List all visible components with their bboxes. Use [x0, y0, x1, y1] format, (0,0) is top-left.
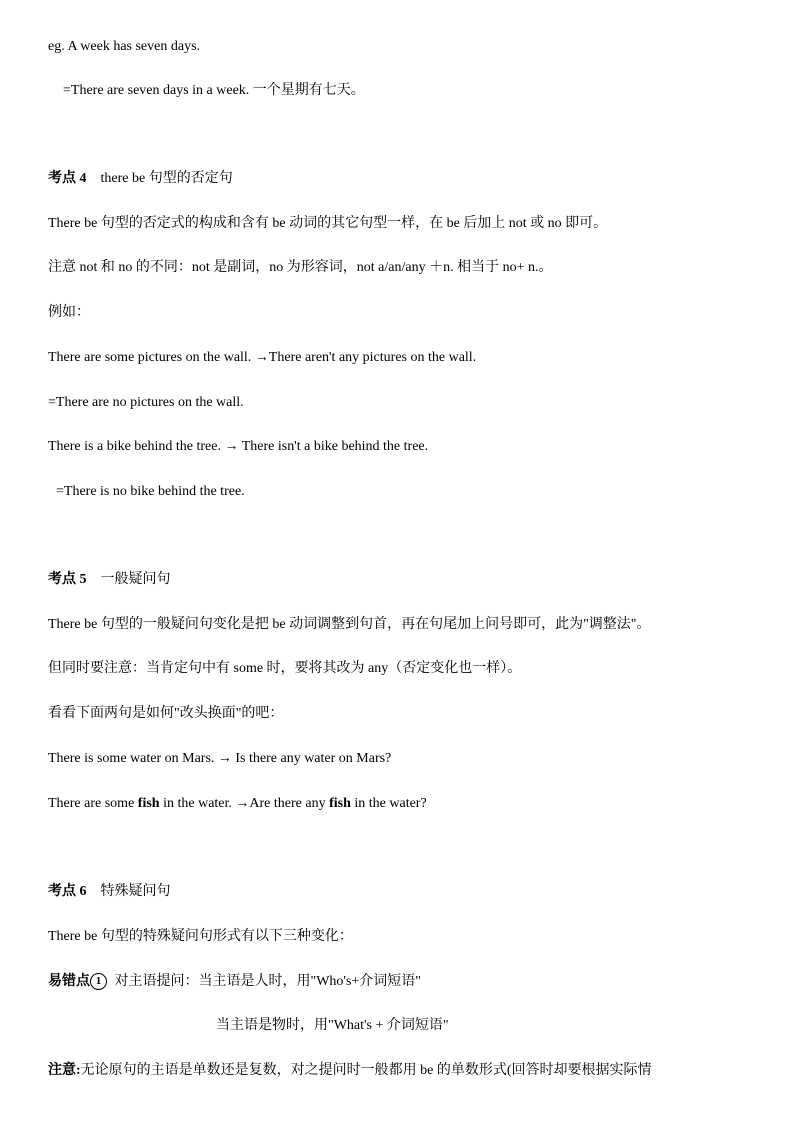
paragraph: There be 句型的特殊疑问句形式有以下三种变化：	[48, 929, 353, 944]
section-label: 考点 5	[48, 572, 87, 587]
section-heading: 考点 4 there be 句型的否定句	[48, 171, 233, 186]
paragraph: 注意 not 和 no 的不同：not 是副词，no 为形容词，not a/an/any ＋n. 相当于 no+ n.。	[48, 260, 553, 275]
example-line: =There is no bike behind the tree.	[56, 484, 245, 499]
error-point-label: 易错点	[48, 974, 90, 989]
paragraph: 例如：	[48, 305, 90, 320]
example-line: There are some fish in the water. →Are there any fish in the water?	[48, 796, 427, 811]
error-point-line: 易错点 1 对主语提问：当主语是人时，用"Who's+介词短语"	[48, 974, 422, 989]
note-label: 注意:	[48, 1063, 81, 1078]
example-line: =There are seven days in a week. 一个星期有七天。	[63, 83, 365, 98]
section-label: 考点 6	[48, 884, 87, 899]
circled-number: 1	[90, 973, 107, 990]
paragraph: There be 句型的否定式的构成和含有 be 动词的其它句型一样，在 be 后加上 not 或 no 即可。	[48, 216, 608, 231]
paragraph: 当主语是物时，用"What's + 介词短语"	[216, 1018, 449, 1033]
example-line: =There are no pictures on the wall.	[48, 395, 244, 410]
example-line: There is a bike behind the tree. → There isn't a bike behind the tree.	[48, 439, 429, 454]
note-line: 注意:无论原句的主语是单数还是复数，对之提问时一般都用 be 的单数形式(回答时却要根据实际情	[48, 1063, 652, 1078]
example-line: There is some water on Mars. → Is there any water on Mars?	[48, 751, 392, 766]
paragraph: There be 句型的一般疑问句变化是把 be 动词调整到句首，再在句尾加上问号即可，此为"调整法"。	[48, 617, 651, 632]
section-label: 考点 4	[48, 171, 87, 186]
example-line: There are some pictures on the wall. →There aren't any pictures on the wall.	[48, 350, 477, 365]
paragraph: 看看下面两句是如何"改头换面"的吧：	[48, 706, 284, 721]
paragraph: 但同时要注意：当肯定句中有 some 时，要将其改为 any（否定变化也一样）。	[48, 661, 522, 676]
section-heading: 考点 6 特殊疑问句	[48, 884, 171, 899]
example-line: eg. A week has seven days.	[48, 39, 201, 54]
section-heading: 考点 5 一般疑问句	[48, 572, 171, 587]
